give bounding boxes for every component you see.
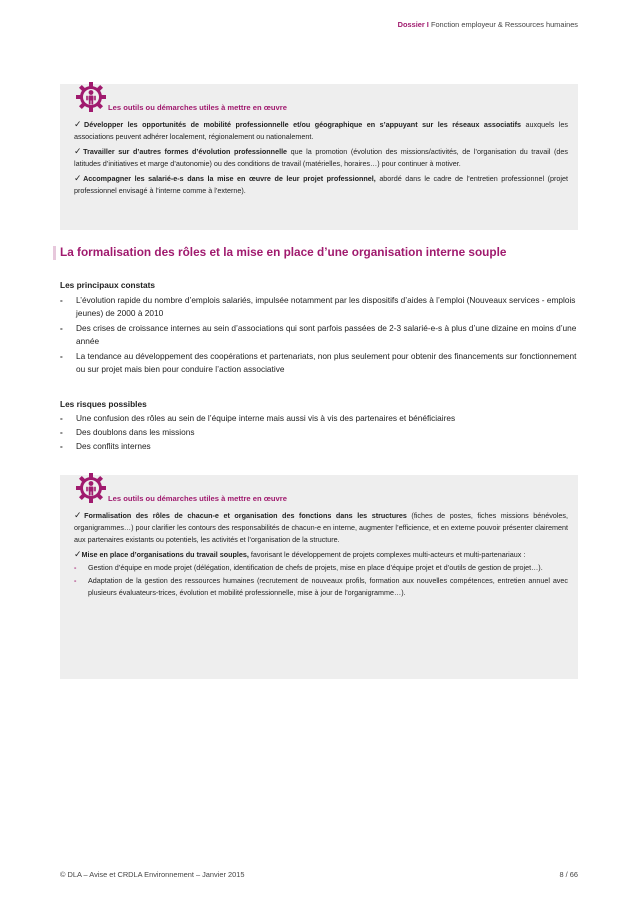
tools-box-title: Les outils ou démarches utiles à mettre en œuvre <box>108 494 287 503</box>
section-marker <box>53 246 56 260</box>
list-item: - La tendance au développement des coopérations et partenariats, non plus seulement pour obtenir des financements sur fonctionnement ou sur projet mais bien pour conduire l’action associative <box>60 351 577 374</box>
footer-copyright: © DLA – Avise et CRDLA Environnement – Janvier 2015 <box>60 870 245 879</box>
checkmark-icon: ✓ <box>74 173 84 183</box>
tools-item: ✓Travailler sur d’autres formes d’évolution professionnelle que la promotion (évolution des missions/activités, de l’organisation du travail (des latitudes d’initiatives et marge d’autonomie) ou des conditions de travail (matérielles, horaires…) pour continuer à motiver. <box>74 146 568 168</box>
list-item: - Des doublons dans les missions <box>60 427 195 437</box>
gear-person-icon <box>74 80 108 114</box>
tools-subitem: - Adaptation de la gestion des ressources humaines (recrutement de nouveaux profils, formation aux nouvelles compétences, entretien annuel avec plusieurs évaluateurs-trices, évolution et mobilité professionnelle, mise à jour de l’organigramme…). <box>74 576 568 597</box>
tools-item: ✓Accompagner les salarié-e-s dans la mise en œuvre de leur projet professionnel, abordé dans le cadre de l’entretien professionnel (projet professionnel envisagé à l’interne comme à l’externe). <box>74 173 568 195</box>
list-item: - Des conflits internes <box>60 441 151 451</box>
tools-box-2 <box>60 475 578 679</box>
checkmark-icon: ✓ <box>74 146 84 156</box>
tools-box-1 <box>60 84 578 230</box>
tools-item: ✓Développer les opportunités de mobilité professionnelle et/ou géographique en s’appuyant sur les réseaux associatifs auxquels les associations peuvent adhérer localement, régionalement ou nationalement. <box>74 119 569 141</box>
checkmark-icon: ✓ <box>74 119 85 129</box>
tools-item: ✓Mise en place d’organisations du travail souples, favorisant le développement de projets complexes multi-acteurs et multi-partenariaux : <box>74 549 526 559</box>
tools-item: ✓Formalisation des rôles de chacun-e et organisation des fonctions dans les structures (fiches de postes, fiches missions bénévoles, organigrammes…) pour clarifier les contours des responsabilités de chacun-e en interne, augmenter l’efficience, et en externe pouvoir présenter clairement aux partenaires existants ou potentiels, les activités et l’organisation de la structure. <box>74 510 568 544</box>
risques-list <box>60 412 578 454</box>
checkmark-icon: ✓ <box>74 510 85 520</box>
constats-list <box>60 294 578 378</box>
checkmark-icon: ✓ <box>74 549 82 559</box>
risques-title: Les risques possibles <box>60 399 147 409</box>
gear-person-icon <box>74 471 108 505</box>
tools-box-header <box>60 475 578 509</box>
constats-title: Les principaux constats <box>60 280 155 290</box>
tools-box-title: Les outils ou démarches utiles à mettre en œuvre <box>108 103 287 112</box>
page-number: 8 / 66 <box>559 870 578 879</box>
tools-subitem: - Gestion d’équipe en mode projet (délégation, identification de chefs de projets, mise en place d’équipe projet et d’outils de gestion de projet…). <box>74 563 543 572</box>
header-title: Fonction employeur & Ressources humaines <box>430 20 578 29</box>
tools-box-header <box>60 84 578 118</box>
list-item: - Des crises de croissance internes au sein d’associations qui sont parfois passées de 2-3 salarié-e-s à plus d’une dizaine en moins d’une année <box>60 323 577 346</box>
section-title: La formalisation des rôles et la mise en place d’une organisation interne souple <box>60 245 507 259</box>
header-dossier: Dossier I <box>397 20 429 29</box>
page-header <box>398 20 578 29</box>
list-item: - L’évolution rapide du nombre d’emplois salariés, impulsée notamment par les dispositifs d’aides à l’emploi (Nouveaux services - emplois jeunes) de 2000 à 2010 <box>60 295 576 318</box>
list-item: - Une confusion des rôles au sein de l’équipe interne mais aussi vis à vis des partenaires et bénéficiaires <box>60 413 456 423</box>
